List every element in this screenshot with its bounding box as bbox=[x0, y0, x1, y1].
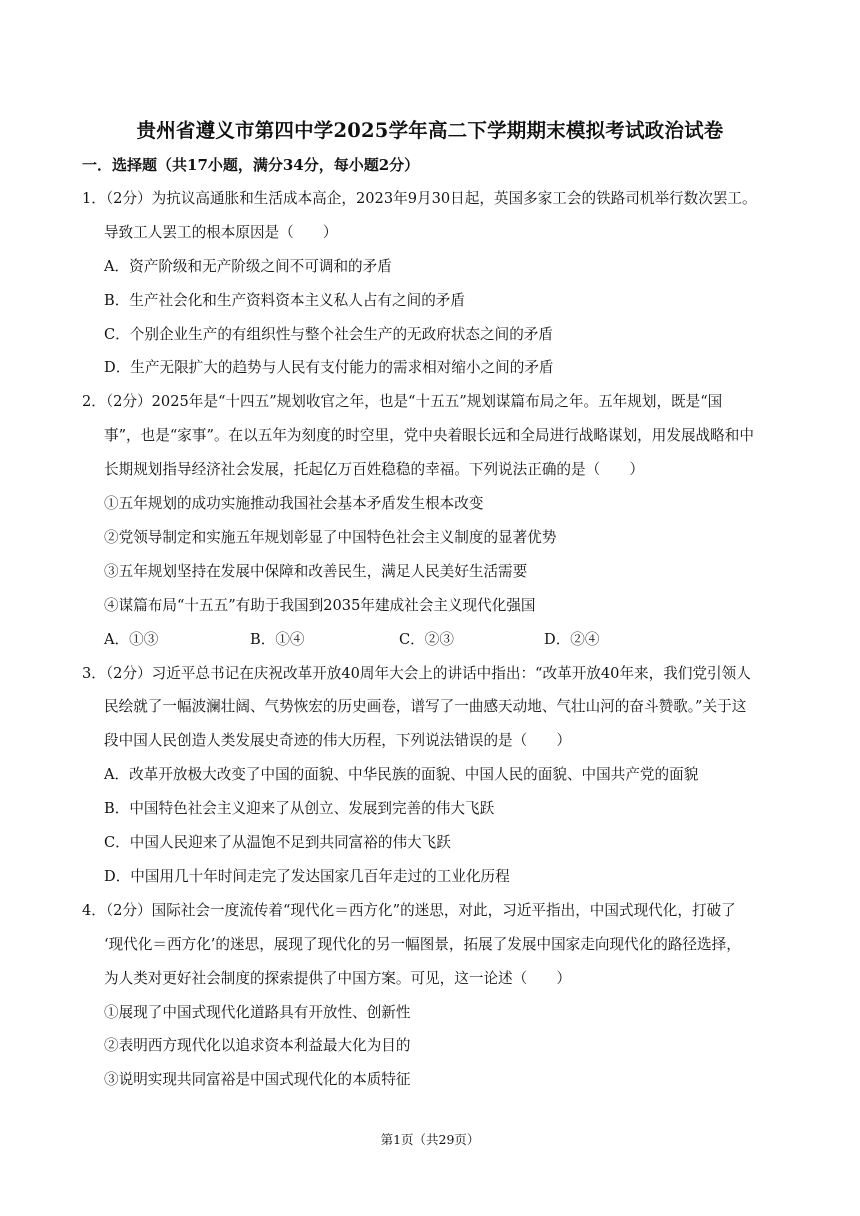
question-4-line-3: 为人类对更好社会制度的探索提供了中国方案。可见，这一论述（ ） bbox=[104, 970, 572, 987]
question-3-line-3: 段中国人民创造人类发展史奇迹的伟大历程，下列说法错误的是（ ） bbox=[104, 732, 572, 749]
question-2-statement-2: ②党领导制定和实施五年规划彰显了中国特色社会主义制度的显著优势 bbox=[104, 529, 557, 546]
question-3-option-a: A．改革开放极大改变了中国的面貌、中华民族的面貌、中国人民的面貌、中国共产党的面貌 bbox=[104, 766, 699, 783]
question-4-line-1: 4．（2分）国际社会一度流传着“现代化＝西方化”的迷思，对此，习近平指出，中国式现代化，打破了 bbox=[82, 902, 736, 919]
question-2-statement-4: ④谋篇布局“十五五”有助于我国到2035年建成社会主义现代化强国 bbox=[104, 597, 536, 614]
question-3-line-1: 3．（2分）习近平总书记在庆祝改革开放40周年大会上的讲话中指出：“改革开放40年来，我们党引领人 bbox=[82, 665, 751, 682]
question-1-option-c: C．个别企业生产的有组织性与整个社会生产的无政府状态之间的矛盾 bbox=[104, 326, 553, 343]
question-1-line-1: 1．（2分）为抗议高通胀和生活成本高企，2023年9月30日起，英国多家工会的铁路司机举行数次罢工。 bbox=[82, 190, 757, 207]
question-2-statement-1: ①五年规划的成功实施推动我国社会基本矛盾发生根本改变 bbox=[104, 495, 484, 512]
question-1-line-2: 导致工人罢工的根本原因是（ ） bbox=[104, 224, 338, 241]
question-2-option-a: A．①③ bbox=[104, 631, 159, 648]
question-3-option-b: B．中国特色社会主义迎来了从创立、发展到完善的伟大飞跃 bbox=[104, 800, 495, 817]
question-2-option-c: C．②③ bbox=[399, 631, 454, 648]
question-3-option-c: C．中国人民迎来了从温饱不足到共同富裕的伟大飞跃 bbox=[104, 834, 451, 851]
question-2-statement-3: ③五年规划坚持在发展中保障和改善民生，满足人民美好生活需要 bbox=[104, 563, 528, 580]
section-heading: 一．选择题（共17小题，满分34分，每小题2分） bbox=[82, 156, 420, 174]
question-2-line-1: 2．（2分）2025年是“十四五”规划收官之年，也是“十五五”规划谋篇布局之年。五年规划，既是“国 bbox=[82, 393, 723, 410]
question-3-line-2: 民绘就了一幅波澜壮阔、气势恢宏的历史画卷，谱写了一曲感天动地、气壮山河的奋斗赞歌。”关于这 bbox=[104, 698, 747, 715]
page-title: 贵州省遵义市第四中学2025学年高二下学期期末模拟考试政治试卷 bbox=[136, 119, 724, 142]
question-4-statement-3: ③说明实现共同富裕是中国式现代化的本质特征 bbox=[104, 1071, 411, 1088]
question-4-statement-1: ①展现了中国式现代化道路具有开放性、创新性 bbox=[104, 1004, 411, 1021]
question-2-option-d: D．②④ bbox=[544, 631, 600, 648]
question-1-option-a: A．资产阶级和无产阶级之间不可调和的矛盾 bbox=[104, 258, 392, 275]
question-1-option-b: B．生产社会化和生产资料资本主义私人占有之间的矛盾 bbox=[104, 292, 465, 309]
question-4-statement-2: ②表明西方现代化以追求资本利益最大化为目的 bbox=[104, 1037, 411, 1054]
question-2-option-b: B．①④ bbox=[250, 631, 305, 648]
question-2-line-2: 事”，也是“家事”。在以五年为刻度的时空里，党中央着眼长远和全局进行战略谋划，用发展战略和中 bbox=[104, 427, 754, 444]
question-3-option-d: D．中国用几十年时间走完了发达国家几百年走过的工业化历程 bbox=[104, 868, 510, 885]
question-4-line-2: ‘现代化＝西方化’的迷思，展现了现代化的另一幅图景，拓展了发展中国家走向现代化的路径选择， bbox=[104, 936, 741, 953]
page-footer: 第1页（共29页） bbox=[380, 1132, 480, 1147]
question-1-option-d: D．生产无限扩大的趋势与人民有支付能力的需求相对缩小之间的矛盾 bbox=[104, 359, 554, 376]
question-2-line-3: 长期规划指导经济社会发展，托起亿万百姓稳稳的幸福。下列说法正确的是（ ） bbox=[104, 461, 644, 478]
